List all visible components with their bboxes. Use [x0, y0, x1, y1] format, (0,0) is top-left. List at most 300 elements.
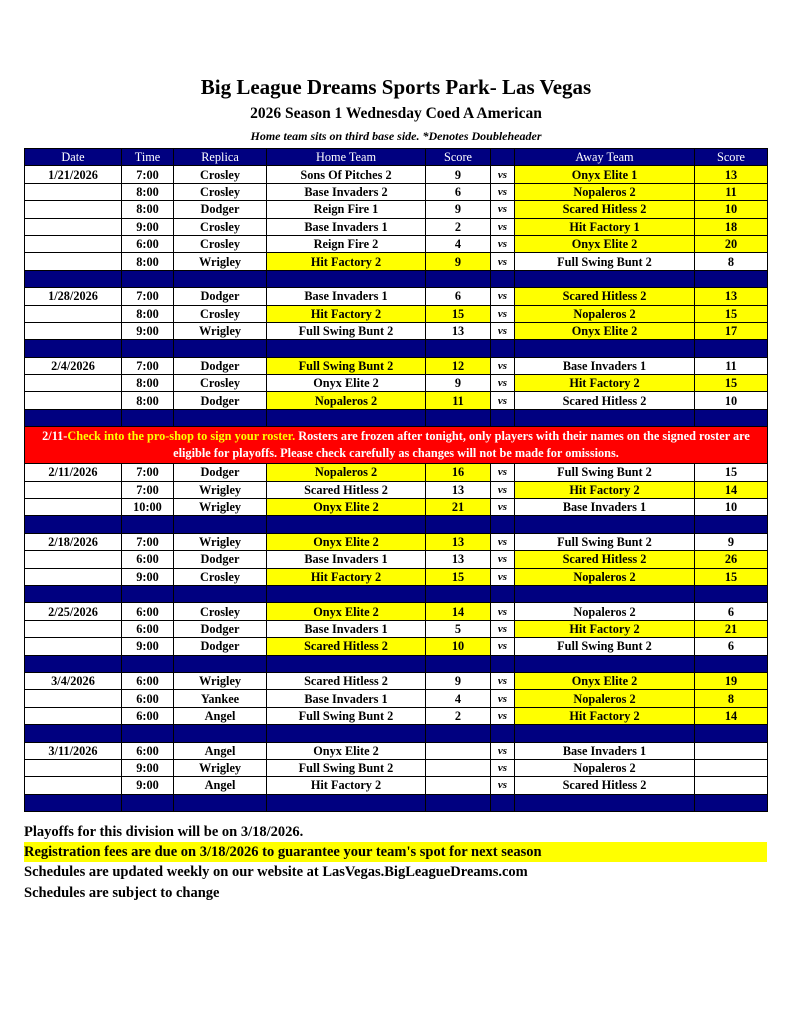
separator-cell: [695, 725, 768, 742]
home-team: Scared Hitless 2: [267, 481, 426, 498]
away-score: 15: [695, 568, 768, 585]
separator-cell: [174, 270, 267, 287]
game-time: 7:00: [122, 166, 174, 183]
game-replica: Crosley: [174, 183, 267, 200]
game-row: [25, 620, 768, 637]
game-date: [25, 759, 122, 776]
away-team: Full Swing Bunt 2: [515, 253, 695, 270]
separator-cell: [122, 585, 174, 602]
game-date: [25, 707, 122, 724]
away-score: 10: [695, 392, 768, 409]
game-date: [25, 183, 122, 200]
game-date: 1/21/2026: [25, 166, 122, 183]
home-team: Onyx Elite 2: [267, 499, 426, 516]
game-date: [25, 305, 122, 322]
game-replica: Crosley: [174, 305, 267, 322]
home-team: Base Invaders 1: [267, 551, 426, 568]
home-team: Full Swing Bunt 2: [267, 707, 426, 724]
game-time: 6:00: [122, 551, 174, 568]
game-time: 8:00: [122, 375, 174, 392]
game-replica: Wrigley: [174, 499, 267, 516]
game-date: 2/25/2026: [25, 603, 122, 620]
away-team: Hit Factory 2: [515, 620, 695, 637]
separator-cell: [491, 340, 515, 357]
game-row: [25, 533, 768, 550]
away-score: 19: [695, 672, 768, 689]
schedule-body: [25, 166, 768, 812]
home-score: 11: [426, 392, 491, 409]
separator-cell: [122, 725, 174, 742]
home-score: 6: [426, 288, 491, 305]
separator-cell: [174, 794, 267, 811]
home-team: Scared Hitless 2: [267, 638, 426, 655]
game-time: 7:00: [122, 464, 174, 481]
home-team: Base Invaders 1: [267, 690, 426, 707]
home-score: 13: [426, 551, 491, 568]
page-title: Big League Dreams Sports Park- Las Vegas: [200, 75, 592, 99]
away-score: 13: [695, 166, 768, 183]
week-separator: [25, 725, 768, 742]
vs-label: vs: [491, 533, 515, 550]
away-team: Scared Hitless 2: [515, 201, 695, 218]
separator-cell: [25, 585, 122, 602]
game-date: [25, 235, 122, 252]
separator-cell: [491, 409, 515, 426]
game-row: [25, 288, 768, 305]
away-team: Scared Hitless 2: [515, 392, 695, 409]
separator-cell: [491, 516, 515, 533]
away-score: 10: [695, 201, 768, 218]
separator-cell: [122, 409, 174, 426]
away-team: Full Swing Bunt 2: [515, 533, 695, 550]
game-replica: Dodger: [174, 464, 267, 481]
game-row: [25, 235, 768, 252]
separator-cell: [122, 340, 174, 357]
separator-cell: [515, 794, 695, 811]
separator-cell: [515, 270, 695, 287]
game-replica: Dodger: [174, 551, 267, 568]
vs-label: vs: [491, 305, 515, 322]
home-team: Reign Fire 2: [267, 235, 426, 252]
game-date: [25, 253, 122, 270]
game-date: [25, 568, 122, 585]
separator-cell: [174, 516, 267, 533]
away-score: 13: [695, 288, 768, 305]
game-date: [25, 481, 122, 498]
home-score: 15: [426, 568, 491, 585]
home-score: 13: [426, 322, 491, 339]
home-team: Hit Factory 2: [267, 253, 426, 270]
game-replica: Wrigley: [174, 253, 267, 270]
home-score: 13: [426, 533, 491, 550]
notice-text: Rosters are frozen after tonight, only players with their names on the signed roster are eligible for playoffs. Please check carefully as changes will not be made for omissions.: [173, 429, 750, 461]
away-score: 26: [695, 551, 768, 568]
away-team: Nopaleros 2: [515, 305, 695, 322]
game-date: [25, 551, 122, 568]
game-date: [25, 218, 122, 235]
separator-cell: [426, 516, 491, 533]
separator-cell: [267, 516, 426, 533]
vs-label: vs: [491, 322, 515, 339]
week-separator: [25, 794, 768, 811]
col-header-away-score: Score: [695, 149, 768, 166]
game-replica: Dodger: [174, 357, 267, 374]
col-header-home-score: Score: [426, 149, 491, 166]
away-score: 21: [695, 620, 768, 637]
away-team: Onyx Elite 2: [515, 235, 695, 252]
vs-label: vs: [491, 464, 515, 481]
away-score: 8: [695, 690, 768, 707]
separator-cell: [695, 794, 768, 811]
away-score: 6: [695, 603, 768, 620]
game-row: [25, 253, 768, 270]
game-time: 6:00: [122, 672, 174, 689]
home-score: 9: [426, 375, 491, 392]
game-time: 9:00: [122, 218, 174, 235]
away-score: [695, 777, 768, 794]
game-row: [25, 603, 768, 620]
game-replica: Dodger: [174, 392, 267, 409]
away-team: Full Swing Bunt 2: [515, 638, 695, 655]
home-team: Onyx Elite 2: [267, 742, 426, 759]
separator-cell: [174, 725, 267, 742]
separator-cell: [267, 655, 426, 672]
separator-cell: [426, 270, 491, 287]
game-time: 8:00: [122, 305, 174, 322]
separator-cell: [695, 516, 768, 533]
game-date: [25, 201, 122, 218]
game-replica: Wrigley: [174, 322, 267, 339]
away-score: 8: [695, 253, 768, 270]
game-date: 2/4/2026: [25, 357, 122, 374]
away-score: 15: [695, 375, 768, 392]
home-team: Hit Factory 2: [267, 777, 426, 794]
vs-label: vs: [491, 499, 515, 516]
home-score: [426, 742, 491, 759]
game-row: [25, 392, 768, 409]
separator-cell: [515, 655, 695, 672]
separator-cell: [515, 409, 695, 426]
separator-cell: [267, 409, 426, 426]
game-date: [25, 499, 122, 516]
home-team: Reign Fire 1: [267, 201, 426, 218]
separator-cell: [174, 409, 267, 426]
game-row: [25, 201, 768, 218]
week-separator: [25, 409, 768, 426]
away-score: 11: [695, 357, 768, 374]
separator-cell: [491, 725, 515, 742]
separator-cell: [491, 270, 515, 287]
game-time: 7:00: [122, 481, 174, 498]
separator-cell: [122, 655, 174, 672]
game-date: 3/11/2026: [25, 742, 122, 759]
col-header-home-team: Home Team: [267, 149, 426, 166]
home-team: Scared Hitless 2: [267, 672, 426, 689]
home-team: Base Invaders 1: [267, 620, 426, 637]
away-team: Nopaleros 2: [515, 183, 695, 200]
home-score: [426, 759, 491, 776]
separator-cell: [491, 585, 515, 602]
website-note: Schedules are updated weekly on our website at LasVegas.BigLeagueDreams.com: [24, 864, 528, 880]
separator-cell: [491, 794, 515, 811]
home-score: 16: [426, 464, 491, 481]
game-date: [25, 375, 122, 392]
col-header-replica: Replica: [174, 149, 267, 166]
col-header-time: Time: [122, 149, 174, 166]
disclaimer-note: Schedules are subject to change: [24, 885, 220, 901]
game-time: 8:00: [122, 183, 174, 200]
vs-label: vs: [491, 253, 515, 270]
separator-cell: [515, 516, 695, 533]
away-score: [695, 759, 768, 776]
home-team: Full Swing Bunt 2: [267, 357, 426, 374]
game-replica: Yankee: [174, 690, 267, 707]
game-replica: Dodger: [174, 638, 267, 655]
vs-label: vs: [491, 375, 515, 392]
roster-notice-row: [25, 427, 768, 464]
game-replica: Wrigley: [174, 672, 267, 689]
away-score: 14: [695, 707, 768, 724]
home-score: 9: [426, 253, 491, 270]
game-row: [25, 322, 768, 339]
separator-cell: [515, 725, 695, 742]
separator-cell: [267, 340, 426, 357]
home-team: Onyx Elite 2: [267, 533, 426, 550]
home-team: Base Invaders 1: [267, 218, 426, 235]
home-team: Base Invaders 2: [267, 183, 426, 200]
game-row: [25, 568, 768, 585]
vs-label: vs: [491, 690, 515, 707]
game-time: 6:00: [122, 707, 174, 724]
away-team: Nopaleros 2: [515, 568, 695, 585]
game-replica: Dodger: [174, 620, 267, 637]
away-team: Base Invaders 1: [515, 357, 695, 374]
vs-label: vs: [491, 707, 515, 724]
game-time: 9:00: [122, 322, 174, 339]
away-team: Nopaleros 2: [515, 603, 695, 620]
away-team: Onyx Elite 1: [515, 166, 695, 183]
home-team: Base Invaders 1: [267, 288, 426, 305]
vs-label: vs: [491, 218, 515, 235]
separator-cell: [426, 655, 491, 672]
game-date: 2/11/2026: [25, 464, 122, 481]
home-score: 4: [426, 690, 491, 707]
away-score: 10: [695, 499, 768, 516]
separator-cell: [426, 409, 491, 426]
away-score: 6: [695, 638, 768, 655]
game-date: [25, 322, 122, 339]
separator-cell: [695, 585, 768, 602]
game-replica: Dodger: [174, 201, 267, 218]
week-separator: [25, 585, 768, 602]
game-time: 6:00: [122, 690, 174, 707]
playoffs-note: Playoffs for this division will be on 3/18/2026.: [24, 824, 304, 840]
game-replica: Crosley: [174, 235, 267, 252]
home-score: 9: [426, 166, 491, 183]
game-time: 6:00: [122, 235, 174, 252]
separator-cell: [267, 725, 426, 742]
home-score: 9: [426, 201, 491, 218]
separator-cell: [426, 585, 491, 602]
game-row: [25, 690, 768, 707]
separator-cell: [25, 725, 122, 742]
separator-cell: [174, 585, 267, 602]
game-row: [25, 464, 768, 481]
separator-cell: [122, 516, 174, 533]
game-time: 9:00: [122, 759, 174, 776]
vs-label: vs: [491, 638, 515, 655]
vs-label: vs: [491, 603, 515, 620]
separator-cell: [695, 270, 768, 287]
game-row: [25, 499, 768, 516]
vs-label: vs: [491, 481, 515, 498]
away-team: Base Invaders 1: [515, 499, 695, 516]
separator-cell: [695, 340, 768, 357]
game-time: 9:00: [122, 568, 174, 585]
separator-cell: [25, 516, 122, 533]
separator-cell: [515, 340, 695, 357]
game-row: [25, 672, 768, 689]
away-team: Nopaleros 2: [515, 690, 695, 707]
separator-cell: [25, 409, 122, 426]
header-row: [25, 149, 768, 166]
game-row: [25, 305, 768, 322]
vs-label: vs: [491, 201, 515, 218]
vs-label: vs: [491, 777, 515, 794]
home-score: 6: [426, 183, 491, 200]
game-date: [25, 638, 122, 655]
game-date: [25, 620, 122, 637]
registration-note: Registration fees are due on 3/18/2026 to guarantee your team's spot for next season: [24, 842, 767, 862]
home-score: 10: [426, 638, 491, 655]
away-team: Hit Factory 1: [515, 218, 695, 235]
game-row: [25, 707, 768, 724]
separator-cell: [122, 270, 174, 287]
home-score: 2: [426, 218, 491, 235]
away-score: [695, 742, 768, 759]
away-team: Nopaleros 2: [515, 759, 695, 776]
game-replica: Crosley: [174, 375, 267, 392]
separator-cell: [267, 270, 426, 287]
game-row: [25, 166, 768, 183]
game-replica: Wrigley: [174, 481, 267, 498]
game-replica: Wrigley: [174, 533, 267, 550]
away-score: 17: [695, 322, 768, 339]
away-team: Base Invaders 1: [515, 742, 695, 759]
home-score: 4: [426, 235, 491, 252]
away-score: 9: [695, 533, 768, 550]
separator-cell: [267, 794, 426, 811]
game-replica: Angel: [174, 777, 267, 794]
game-row: [25, 742, 768, 759]
game-time: 7:00: [122, 533, 174, 550]
vs-label: vs: [491, 551, 515, 568]
vs-label: vs: [491, 620, 515, 637]
away-team: Hit Factory 2: [515, 481, 695, 498]
home-score: 5: [426, 620, 491, 637]
separator-cell: [491, 655, 515, 672]
game-replica: Crosley: [174, 218, 267, 235]
separator-cell: [515, 585, 695, 602]
away-team: Hit Factory 2: [515, 375, 695, 392]
col-header-vs: [491, 149, 515, 166]
game-date: 1/28/2026: [25, 288, 122, 305]
vs-label: vs: [491, 568, 515, 585]
game-time: 6:00: [122, 620, 174, 637]
notice-date: 2/11-: [42, 429, 68, 444]
vs-label: vs: [491, 288, 515, 305]
game-row: [25, 551, 768, 568]
game-row: [25, 218, 768, 235]
vs-label: vs: [491, 759, 515, 776]
home-score: 9: [426, 672, 491, 689]
home-score: 2: [426, 707, 491, 724]
home-team: Hit Factory 2: [267, 305, 426, 322]
game-replica: Angel: [174, 707, 267, 724]
game-time: 8:00: [122, 201, 174, 218]
roster-notice: [25, 427, 768, 464]
week-separator: [25, 270, 768, 287]
home-team: Full Swing Bunt 2: [267, 322, 426, 339]
away-team: Onyx Elite 2: [515, 672, 695, 689]
game-row: [25, 759, 768, 776]
away-score: 18: [695, 218, 768, 235]
away-team: Scared Hitless 2: [515, 777, 695, 794]
home-score: 14: [426, 603, 491, 620]
week-separator: [25, 340, 768, 357]
week-separator: [25, 516, 768, 533]
away-score: 15: [695, 464, 768, 481]
game-date: 3/4/2026: [25, 672, 122, 689]
game-time: 6:00: [122, 603, 174, 620]
home-team: Sons Of Pitches 2: [267, 166, 426, 183]
col-header-away-team: Away Team: [515, 149, 695, 166]
game-replica: Dodger: [174, 288, 267, 305]
game-date: [25, 392, 122, 409]
game-row: [25, 357, 768, 374]
game-time: 8:00: [122, 392, 174, 409]
page-subtitle: 2026 Season 1 Wednesday Coed A American: [250, 105, 542, 122]
game-time: 7:00: [122, 357, 174, 374]
vs-label: vs: [491, 183, 515, 200]
game-row: [25, 375, 768, 392]
notice-highlight: Check into the pro-shop to sign your roster.: [67, 429, 296, 444]
separator-cell: [25, 270, 122, 287]
away-score: 14: [695, 481, 768, 498]
game-time: 6:00: [122, 742, 174, 759]
home-score: 12: [426, 357, 491, 374]
game-replica: Crosley: [174, 568, 267, 585]
away-team: Scared Hitless 2: [515, 551, 695, 568]
game-date: [25, 777, 122, 794]
separator-cell: [426, 340, 491, 357]
week-separator: [25, 655, 768, 672]
vs-label: vs: [491, 672, 515, 689]
away-score: 15: [695, 305, 768, 322]
game-date: 2/18/2026: [25, 533, 122, 550]
game-replica: Crosley: [174, 603, 267, 620]
separator-cell: [426, 725, 491, 742]
game-row: [25, 481, 768, 498]
away-team: Hit Factory 2: [515, 707, 695, 724]
separator-cell: [267, 585, 426, 602]
game-date: [25, 690, 122, 707]
separator-cell: [25, 655, 122, 672]
separator-cell: [174, 340, 267, 357]
schedule-table: [24, 148, 768, 812]
separator-cell: [695, 655, 768, 672]
separator-cell: [695, 409, 768, 426]
